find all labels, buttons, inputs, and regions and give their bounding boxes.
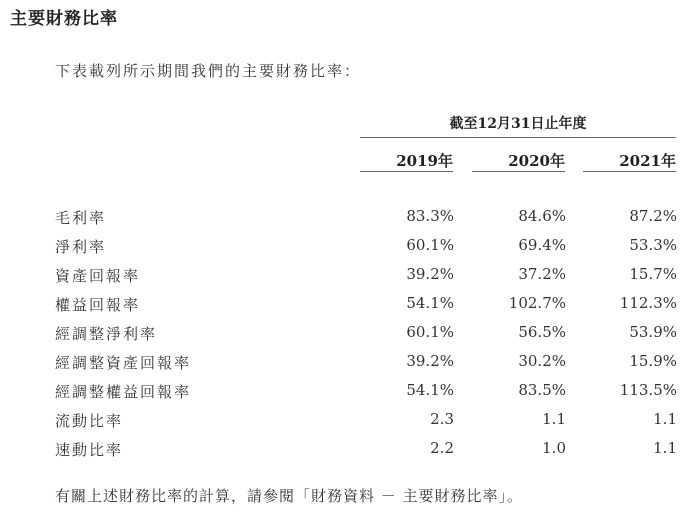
- value-2019: 54.1%: [406, 381, 454, 399]
- row-label: 毛利率: [55, 209, 107, 227]
- value-2020: 1.0: [542, 439, 566, 457]
- value-2020: 84.6%: [518, 207, 566, 225]
- intro-text: 下表載列所示期間我們的主要財務比率：: [55, 62, 362, 80]
- table-row-roa: [55, 265, 677, 289]
- value-2021: 15.9%: [629, 352, 677, 370]
- row-label: 流動比率: [55, 412, 124, 430]
- value-2021: 112.3%: [619, 294, 677, 312]
- value-2021: 53.9%: [629, 323, 677, 341]
- period-header: 截至12月31日止年度: [449, 116, 587, 132]
- value-2019: 39.2%: [406, 265, 454, 283]
- value-2021: 87.2%: [629, 207, 677, 225]
- value-2021: 1.1: [653, 439, 677, 457]
- value-2020: 30.2%: [518, 352, 566, 370]
- row-label: 經調整淨利率: [55, 325, 158, 343]
- value-2021: 113.5%: [619, 381, 677, 399]
- year-header-2021: 2021年: [619, 152, 676, 170]
- value-2021: 1.1: [653, 410, 677, 428]
- value-2019: 60.1%: [406, 236, 454, 254]
- value-2020: 1.1: [542, 410, 566, 428]
- table-row-current-ratio: [55, 410, 677, 434]
- table-row-adjusted-net-margin: [55, 323, 677, 347]
- row-label: 淨利率: [55, 238, 107, 256]
- row-label: 經調整權益回報率: [55, 383, 192, 401]
- value-2020: 102.7%: [508, 294, 566, 312]
- footnote: 有關上述財務比率的計算，請參閱「財務資料 － 主要財務比率」。: [55, 487, 524, 505]
- year-header-2020: 2020年: [508, 152, 565, 170]
- value-2019: 2.3: [430, 410, 454, 428]
- value-2019: 2.2: [430, 439, 454, 457]
- table-row-roe: [55, 294, 677, 318]
- row-label: 資產回報率: [55, 267, 141, 285]
- period-header-rule: [360, 137, 676, 138]
- year-header-2019: 2019年: [396, 152, 453, 170]
- value-2020: 69.4%: [518, 236, 566, 254]
- section-title: 主要財務比率: [10, 9, 118, 29]
- row-label: 速動比率: [55, 441, 124, 459]
- value-2021: 53.3%: [629, 236, 677, 254]
- value-2019: 54.1%: [406, 294, 454, 312]
- year-rule-2019: [360, 171, 453, 172]
- value-2020: 83.5%: [518, 381, 566, 399]
- table-row-adjusted-roa: [55, 352, 677, 376]
- table-row-gross-margin: [55, 207, 677, 231]
- table-row-adjusted-roe: [55, 381, 677, 405]
- year-rule-2021: [583, 171, 676, 172]
- table-row-net-margin: [55, 236, 677, 260]
- year-rule-2020: [472, 171, 565, 172]
- row-label: 權益回報率: [55, 296, 141, 314]
- value-2019: 83.3%: [406, 207, 454, 225]
- value-2019: 39.2%: [406, 352, 454, 370]
- value-2021: 15.7%: [629, 265, 677, 283]
- table-row-quick-ratio: [55, 439, 677, 463]
- value-2019: 60.1%: [406, 323, 454, 341]
- value-2020: 37.2%: [518, 265, 566, 283]
- row-label: 經調整資產回報率: [55, 354, 192, 372]
- value-2020: 56.5%: [518, 323, 566, 341]
